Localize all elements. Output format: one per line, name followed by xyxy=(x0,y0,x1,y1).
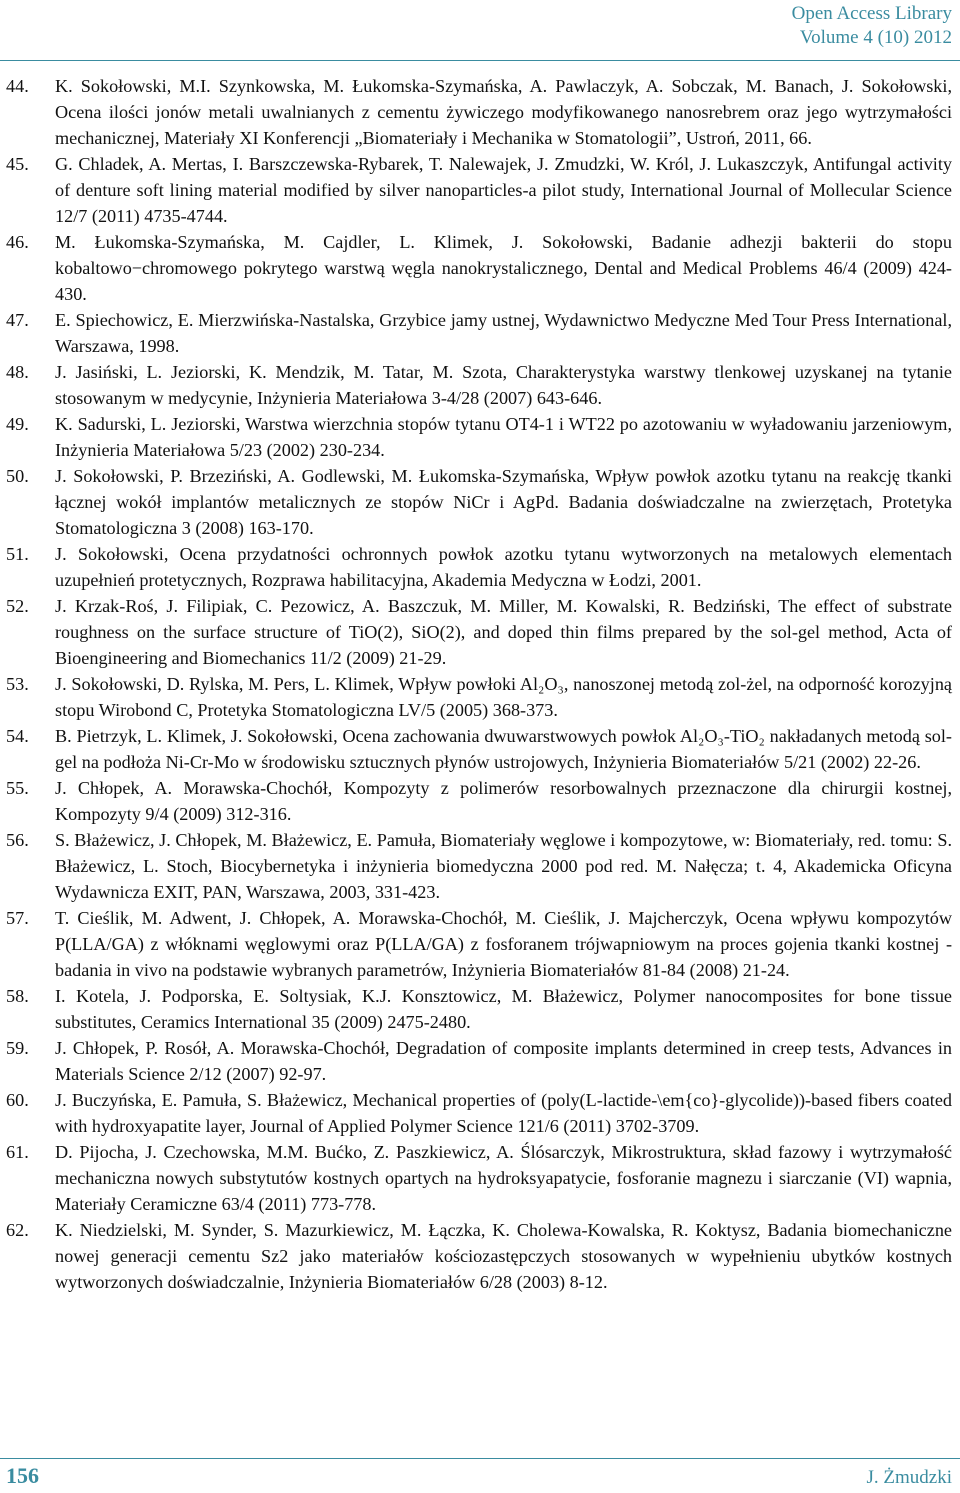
reference-item xyxy=(0,307,960,359)
reference-item xyxy=(0,775,960,827)
reference-number: 48. xyxy=(6,362,29,382)
reference-number: 57. xyxy=(6,908,29,928)
reference-text: T. Cieślik, M. Adwent, J. Chłopek, A. Morawska-Chochół, M. Cieślik, J. Majcherczyk, Ocena wpływu kompozytów P(LLA/GA) z włóknami węglowymi oraz P(LLA/GA) z fosforanem trójwapniowym na proces gojenia tkanki kostnej - badania in vivo na podstawie wybranych parametrów, Inżynieria Biomateriałów 81-84 (2008) 21-24. xyxy=(55,908,952,980)
journal-volume: Volume 4 (10) 2012 xyxy=(799,27,952,48)
reference-text: K. Sokołowski, M.I. Szynkowska, M. Łukomska-Szymańska, A. Pawlaczyk, A. Sobczak, M. Banach, J. Sokołowski, Ocena ilości jonów metali uwalnianych z cementu żywiczego modyfikowanego nanosrebrem oraz jego wytrzymałości mechanicznej, Materiały XI Konferencji „Biomateriały i Mechanika w Stomatologii”, Ustroń, 2011, 66. xyxy=(55,76,952,148)
reference-item xyxy=(0,1087,960,1139)
footer-divider xyxy=(0,1458,960,1459)
reference-list xyxy=(0,73,960,1295)
reference-item xyxy=(0,151,960,229)
running-header xyxy=(792,2,952,50)
reference-number: 53. xyxy=(6,674,29,694)
reference-text: K. Sadurski, L. Jeziorski, Warstwa wierzchnia stopów tytanu OT4-1 i WT22 po azotowaniu w wyładowaniu jarzeniowym, Inżynieria Materiałowa 5/23 (2002) 230-234. xyxy=(55,414,952,460)
reference-number: 46. xyxy=(6,232,29,252)
reference-item xyxy=(0,411,960,463)
reference-number: 50. xyxy=(6,466,29,486)
reference-text: J. Sokołowski, Ocena przydatności ochronnych powłok azotku tytanu wytworzonych na metalowych elementach uzupełnień protetycznych, Rozprawa habilitacyjna, Akademia Medyczna w Łodzi, 2001. xyxy=(55,544,952,590)
reference-text: J. Sokołowski, P. Brzeziński, A. Godlewski, M. Łukomska-Szymańska, Wpływ powłok azotku tytanu na reakcję tkanki łącznej wokół implantów metalicznych ze stopów NiCr i AgPd. Badania doświadczalne na zwierzętach, Protetyka Stomatologiczna 3 (2008) 163-170. xyxy=(55,466,952,538)
reference-text: D. Pijocha, J. Czechowska, M.M. Bućko, Z. Paszkiewicz, A. Ślósarczyk, Mikrostruktura, skład fazowy i wytrzymałość mechaniczna nowych substytutów kostnych opartych na hydroksyapatycie, fosforanie magnezu i siarczanie (VI) wapnia, Materiały Ceramiczne 63/4 (2011) 773-778. xyxy=(55,1142,952,1214)
reference-item xyxy=(0,1035,960,1087)
reference-text: J. Krzak-Roś, J. Filipiak, C. Pezowicz, A. Baszczuk, M. Miller, M. Kowalski, R. Bedziński, The effect of substrate roughness on the surface structure of TiO(2), SiO(2), and doped thin films prepared by the sol-gel method, Acta of Bioengineering and Biomechanics 11/2 (2009) 21-29. xyxy=(55,596,952,668)
reference-item xyxy=(0,359,960,411)
reference-text: K. Niedzielski, M. Synder, S. Mazurkiewicz, M. Łączka, K. Cholewa-Kowalska, R. Koktysz, Badania biomechaniczne nowej generacji cementu Sz2 jako materiałów kościozastępczych stosowanych w wypełnieniu ubytków kostnych wytworzonych doświadczalnie, Inżynieria Biomateriałów 6/28 (2003) 8-12. xyxy=(55,1220,952,1292)
reference-number: 56. xyxy=(6,830,29,850)
reference-item xyxy=(0,73,960,151)
reference-text: J. Chłopek, A. Morawska-Chochół, Kompozyty z polimerów resorbowalnych przeznaczone dla chirurgii kostnej, Kompozyty 9/4 (2009) 312-316. xyxy=(55,778,952,824)
reference-number: 62. xyxy=(6,1220,29,1240)
reference-item xyxy=(0,723,960,775)
reference-number: 54. xyxy=(6,726,29,746)
reference-text: J. Sokołowski, D. Rylska, M. Pers, L. Klimek, Wpływ powłoki Al₂O₃, nanoszonej metodą zol-żel, na odporność korozyjną stopu Wirobond C, Protetyka Stomatologiczna LV/5 (2005) 368-373. xyxy=(55,674,952,720)
reference-text: J. Jasiński, L. Jeziorski, K. Mendzik, M. Tatar, M. Szota, Charakterystyka warstwy tlenkowej uzyskanej na tytanie stosowanym w medycynie, Inżynieria Materiałowa 3-4/28 (2007) 643-646. xyxy=(55,362,952,408)
reference-item xyxy=(0,593,960,671)
reference-text: S. Błażewicz, J. Chłopek, M. Błażewicz, E. Pamuła, Biomateriały węglowe i kompozytowe, w: Biomateriały, red. tomu: S. Błażewicz, L. Stoch, Biocybernetyka i inżynieria biomedyczna 2000 pod red. M. Nałęcza; t. 4, Akademicka Oficyna Wydawnicza EXIT, PAN, Warszawa, 2003, 331-423. xyxy=(55,830,952,902)
reference-item xyxy=(0,983,960,1035)
reference-text: G. Chladek, A. Mertas, I. Barszczewska-Rybarek, T. Nalewajek, J. Zmudzki, W. Król, J. Lukaszczyk, Antifungal activity of denture soft lining material modified by silver nanoparticles-a pilot study, International Journal of Mollecular Science 12/7 (2011) 4735-4744. xyxy=(55,154,952,226)
page-number: 156 xyxy=(6,1463,39,1488)
reference-text: J. Chłopek, P. Rosół, A. Morawska-Chochół, Degradation of composite implants determined in creep tests, Advances in Materials Science 2/12 (2007) 92-97. xyxy=(55,1038,952,1084)
reference-item xyxy=(0,463,960,541)
header-divider xyxy=(0,60,960,61)
reference-text: B. Pietrzyk, L. Klimek, J. Sokołowski, Ocena zachowania dwuwarstwowych powłok Al₂O₃-TiO₂ nakładanych metodą sol-gel na podłoża Ni-Cr-Mo w środowisku sztucznych płynów ustrojowych, Inżynieria Biomateriałów 5/21 (2002) 22-26. xyxy=(55,726,952,772)
reference-number: 52. xyxy=(6,596,29,616)
reference-number: 60. xyxy=(6,1090,29,1110)
reference-item xyxy=(0,671,960,723)
reference-text: J. Buczyńska, E. Pamuła, S. Błażewicz, Mechanical properties of (poly(L-lactide-\em{co}-glycolide))-based fibers coated with hydroxyapatite layer, Journal of Applied Polymer Science 121/6 (2011) 3702-3709. xyxy=(55,1090,952,1136)
reference-item xyxy=(0,827,960,905)
footer-author: J. Żmudzki xyxy=(866,1467,952,1488)
reference-text: I. Kotela, J. Podporska, E. Soltysiak, K.J. Konsztowicz, M. Błażewicz, Polymer nanocomposites for bone tissue substitutes, Ceramics International 35 (2009) 2475-2480. xyxy=(55,986,952,1032)
reference-item xyxy=(0,1217,960,1295)
reference-number: 45. xyxy=(6,154,29,174)
reference-number: 59. xyxy=(6,1038,29,1058)
reference-text: E. Spiechowicz, E. Mierzwińska-Nastalska, Grzybice jamy ustnej, Wydawnictwo Medyczne Med Tour Press International, Warszawa, 1998. xyxy=(55,310,952,356)
journal-name: Open Access Library xyxy=(791,3,952,24)
reference-number: 47. xyxy=(6,310,29,330)
reference-number: 61. xyxy=(6,1142,29,1162)
reference-item xyxy=(0,229,960,307)
reference-number: 55. xyxy=(6,778,29,798)
reference-number: 58. xyxy=(6,986,29,1006)
reference-number: 51. xyxy=(6,544,29,564)
reference-text: M. Łukomska-Szymańska, M. Cajdler, L. Klimek, J. Sokołowski, Badanie adhezji bakterii do stopu kobaltowo−chromowego pokrytego warstwą węgla nanokrystalicznego, Dental and Medical Problems 46/4 (2009) 424-430. xyxy=(55,232,952,304)
reference-item xyxy=(0,905,960,983)
reference-number: 49. xyxy=(6,414,29,434)
reference-item xyxy=(0,541,960,593)
reference-item xyxy=(0,1139,960,1217)
reference-number: 44. xyxy=(6,76,29,96)
